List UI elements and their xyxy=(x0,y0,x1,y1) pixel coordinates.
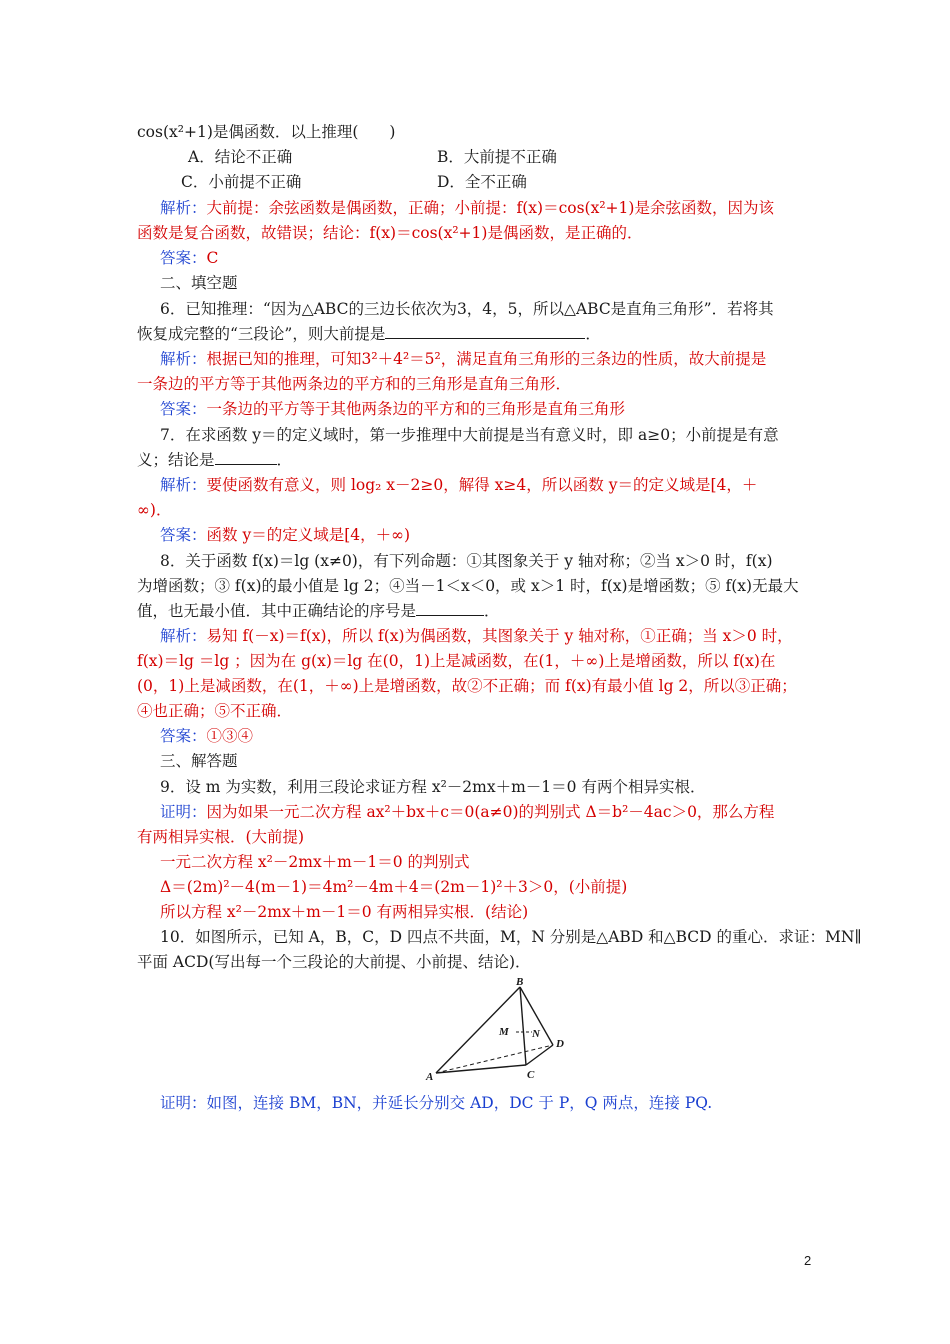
analysis-label: 解析： xyxy=(160,350,207,368)
label-b: B xyxy=(516,976,524,988)
q7-analysis-line2: ∞)． xyxy=(137,501,172,519)
q8-answer: 答案：①③④ xyxy=(160,727,254,745)
q5-option-a: A．结论不正确 xyxy=(188,148,293,166)
label-d: D xyxy=(556,1038,564,1050)
q5-stem-tail: cos(x²+1)是偶函数．以上推理( ) xyxy=(137,123,396,141)
q9-proof-line1: 证明：因为如果一元二次方程 ax²＋bx＋c＝0(a≠0)的判别式 Δ＝b²－4ac＞0，那么方程 xyxy=(160,803,775,821)
q9-proof-line2: 有两相异实根．(大前提) xyxy=(137,828,305,846)
edge-ac xyxy=(436,1065,526,1073)
answer-blank xyxy=(215,450,277,465)
q8-analysis-line2: f(x)＝lg ＝lg ；因为在 g(x)＝lg 在(0，1)上是减函数，在(1，＋∞)上是增函数，所以 f(x)在 xyxy=(137,652,776,670)
q6-stem-line2: 恢复成完整的“三段论”，则大前提是 ． xyxy=(137,325,601,343)
q9-proof-line3: 一元二次方程 x²－2mx＋m－1＝0 的判别式 xyxy=(160,853,470,871)
analysis-label: 解析： xyxy=(160,476,207,494)
proof-label: 证明： xyxy=(160,1094,207,1112)
q8-stem-line3: 值，也无最小值．其中正确结论的序号是 ． xyxy=(137,602,500,620)
q6-answer: 答案：一条边的平方等于其他两条边的平方和的三角形是直角三角形 xyxy=(160,400,626,418)
q8-analysis-line4: ④也正确；⑤不正确． xyxy=(137,702,293,720)
q8-analysis-line1: 解析：易知 f(－x)＝f(x)，所以 f(x)为偶函数，其图象关于 y 轴对称，①正确；当 x＞0 时， xyxy=(160,627,793,645)
q10-proof-line1: 证明：如图，连接 BM，BN，并延长分别交 AD，DC 于 P，Q 两点，连接 PQ. xyxy=(160,1094,713,1112)
label-n: N xyxy=(532,1028,540,1040)
tetrahedron-figure xyxy=(420,975,580,1093)
answer-label: 答案： xyxy=(160,727,207,745)
q5-analysis-line1: 解析：大前提：余弦函数是偶函数，正确；小前提：f(x)＝cos(x²+1)是余弦函数，因为该 xyxy=(160,199,774,217)
q10-stem-line2: 平面 ACD(写出每一个三段论的大前提、小前提、结论)． xyxy=(137,953,531,971)
answer-label: 答案： xyxy=(160,400,207,418)
q7-analysis-line1: 解析：要使函数有意义，则 log₂ x－2≥0，解得 x≥4，所以函数 y＝的定义域是[4，＋ xyxy=(160,476,758,494)
q6-analysis-line1: 解析：根据已知的推理，可知3²＋4²＝5²，满足直角三角形的三条边的性质，故大前提是 xyxy=(160,350,767,368)
q6-analysis-line2: 一条边的平方等于其他两条边的平方和的三角形是直角三角形． xyxy=(137,375,572,393)
q5-option-b: B．大前提不正确 xyxy=(437,148,557,166)
answer-blank xyxy=(385,324,585,339)
label-c: C xyxy=(527,1069,535,1081)
page-number: 2 xyxy=(804,1253,812,1268)
section-heading-solutions: 三、解答题 xyxy=(160,752,238,770)
q7-stem-line2: 义；结论是 ． xyxy=(137,451,293,469)
analysis-label: 解析： xyxy=(160,199,207,217)
q5-analysis-line2: 函数是复合函数，故错误；结论：f(x)＝cos(x²+1)是偶函数，是正确的． xyxy=(137,224,643,242)
proof-label: 证明： xyxy=(160,803,207,821)
answer-label: 答案： xyxy=(160,249,207,267)
answer-label: 答案： xyxy=(160,526,207,544)
q5-answer: 答案：C xyxy=(160,249,219,267)
q8-stem-line1: 8．关于函数 f(x)＝lg (x≠0)，有下列命题：①其图象关于 y 轴对称；②当 x＞0 时，f(x) xyxy=(160,552,773,570)
q9-proof-line4: Δ＝(2m)²－4(m－1)＝4m²－4m＋4＝(2m－1)²＋3＞0，(小前提) xyxy=(160,878,628,896)
q5-option-d: D．全不正确 xyxy=(437,173,527,191)
label-a: A xyxy=(426,1071,434,1083)
q10-stem-line1: 10．如图所示，已知 A，B，C，D 四点不共面，M，N 分别是△ABD 和△BCD 的重心．求证：MN∥ xyxy=(160,928,862,946)
q6-stem-line1: 6．已知推理：“因为△ABC的三边长依次为3，4，5，所以△ABC是直角三角形”．若将其 xyxy=(160,300,774,318)
edge-ad-hidden xyxy=(436,1045,553,1073)
q5-option-c: C．小前提不正确 xyxy=(181,173,302,191)
analysis-label: 解析： xyxy=(160,627,207,645)
section-heading-fill-in: 二、填空题 xyxy=(160,274,238,292)
label-m: M xyxy=(499,1026,509,1038)
q8-analysis-line3: (0，1)上是减函数，在(1，＋∞)上是增函数，故②不正确；而 f(x)有最小值 lg 2，所以③正确； xyxy=(137,677,797,695)
q7-answer: 答案：函数 y＝的定义域是[4，＋∞) xyxy=(160,526,411,544)
answer-blank xyxy=(416,601,484,616)
q7-stem-line1: 7．在求函数 y＝的定义域时，第一步推理中大前提是当有意义时，即 a≥0；小前提是有意 xyxy=(160,426,779,444)
q9-proof-line5: 所以方程 x²－2mx＋m－1＝0 有两相异实根．(结论) xyxy=(160,903,529,921)
q8-stem-line2: 为增函数；③ f(x)的最小值是 lg 2；④当－1＜x＜0，或 x＞1 时，f(x)是增函数；⑤ f(x)无最大 xyxy=(137,577,799,595)
edge-bc xyxy=(520,987,526,1065)
q9-stem: 9．设 m 为实数，利用三段论求证方程 x²－2mx＋m－1＝0 有两个相异实根． xyxy=(160,778,706,796)
